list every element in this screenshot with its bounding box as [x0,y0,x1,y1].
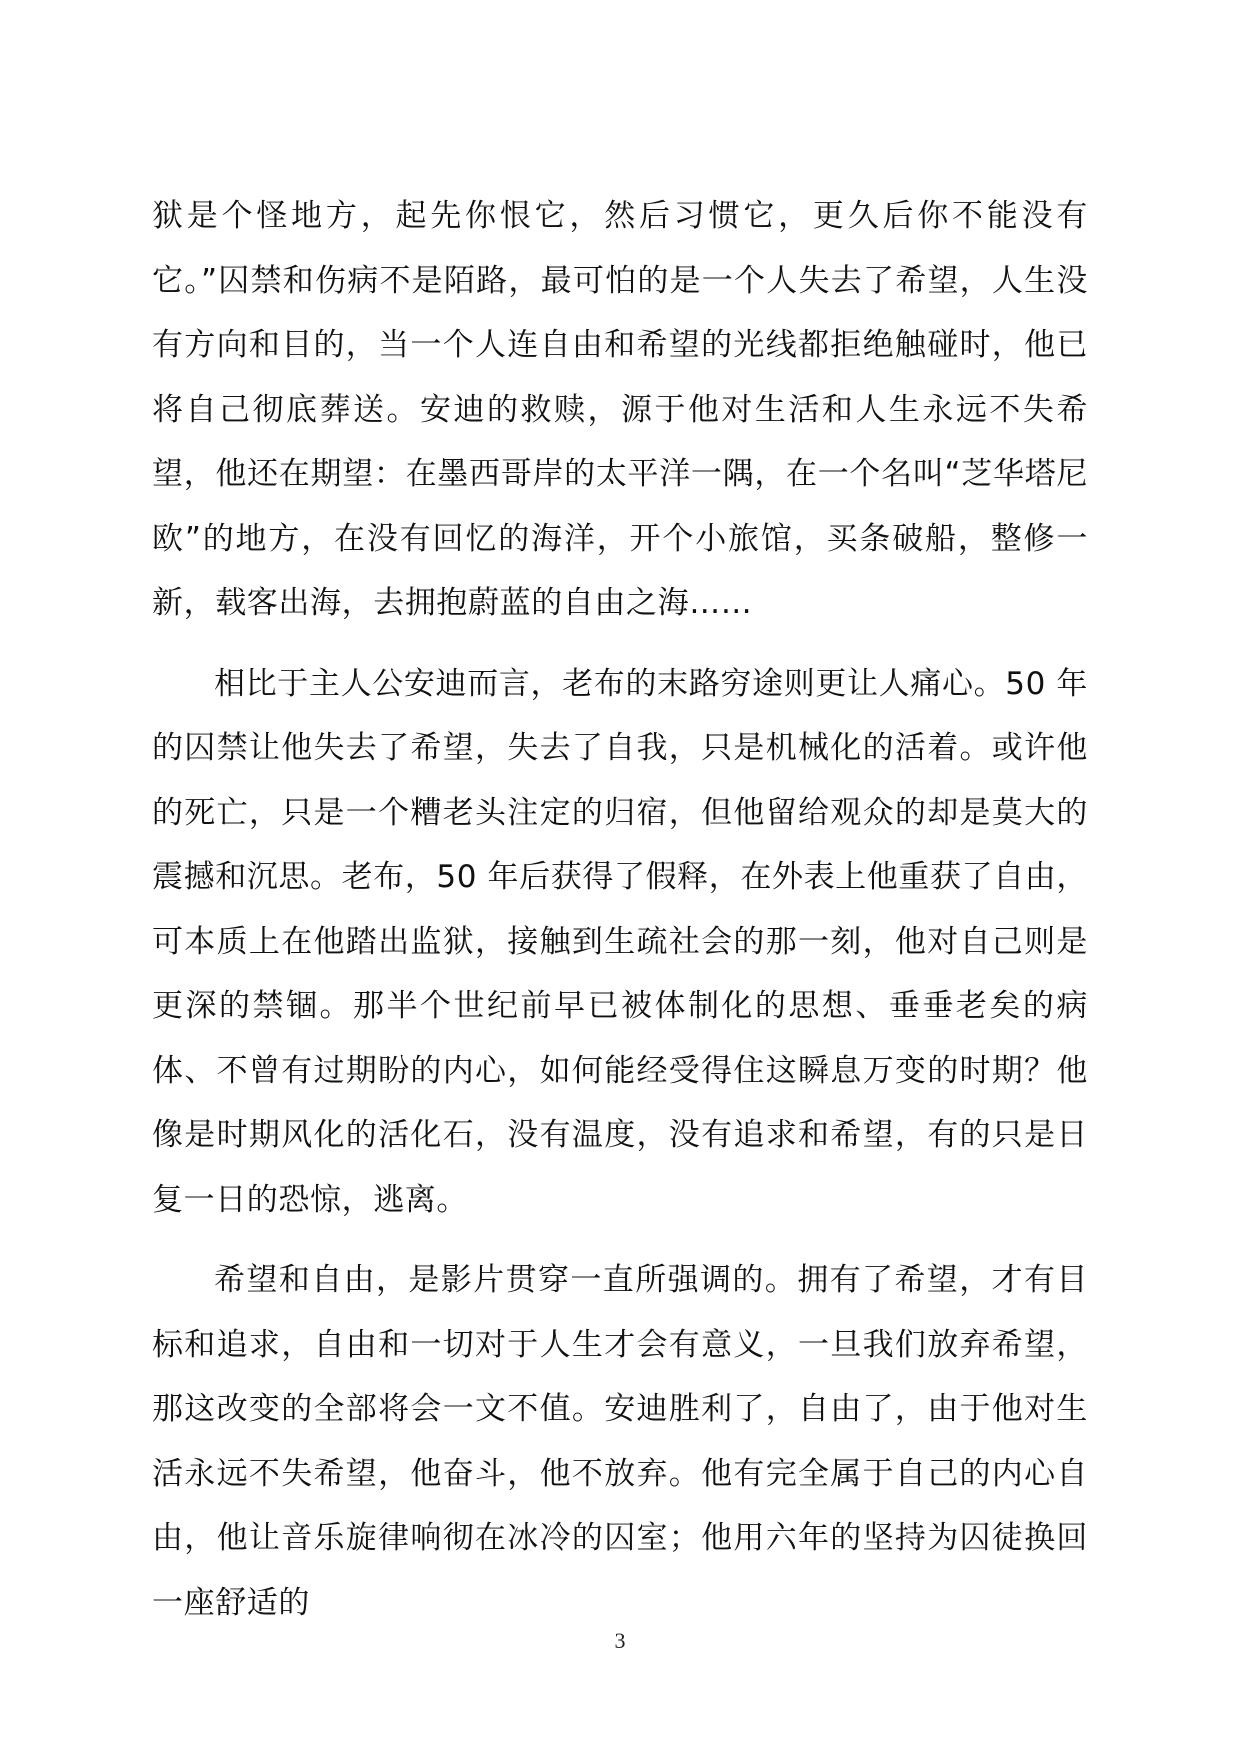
paragraph-lao-bu: 相比于主人公安迪而言，老布的末路穷途则更让人痛心。50 年的囚禁让他失去了希望，失去了自我，只是机械化的活着。或许他的死亡，只是一个糟老头注定的归宿，但他留给观众的却是莫大的震撼和沉思。老布，50 年后获得了假释，在外表上他重获了自由，可本质上在他踏出监狱，接触到生疏社会的那一刻，他对自己则是更深的禁锢。那半个世纪前早已被体制化的思想、垂垂老矣的病体、不曾有过期盼的内心，如何能经受得住这瞬息万变的时期？他像是时期风化的活化石，没有温度，没有追求和希望，有的只是日复一日的恐惊，逃离。 [152,665,1088,1218]
body-text [152,184,1088,1635]
paragraph-continuation: 狱是个怪地方，起先你恨它，然后习惯它，更久后你不能没有它。”囚禁和伤病不是陌路，最可怕的是一个人失去了希望，人生没有方向和目的，当一个人连自由和希望的光线都拒绝触碰时，他已将自己彻底葬送。安迪的救赎，源于他对生活和人生永远不失希望，他还在期望：在墨西哥岸的太平洋一隅，在一个名叫“芝华塔尼欧”的地方，在没有回忆的海洋，开个小旅馆，买条破船，整修一新，载客出海，去拥抱蔚蓝的自由之海…… [152,198,1088,621]
page-number: 3 [614,1628,626,1653]
paragraph-hope-and-freedom: 希望和自由，是影片贯穿一直所强调的。拥有了希望，才有目标和追求，自由和一切对于人生才会有意义，一旦我们放弃希望，那这改变的全部将会一文不值。安迪胜利了，自由了，由于他对生活永远不失希望，他奋斗，他不放弃。他有完全属于自己的内心自由，他让音乐旋律响彻在冰冷的囚室；他用六年的坚持为囚徒换回一座舒适的 [152,1262,1088,1621]
